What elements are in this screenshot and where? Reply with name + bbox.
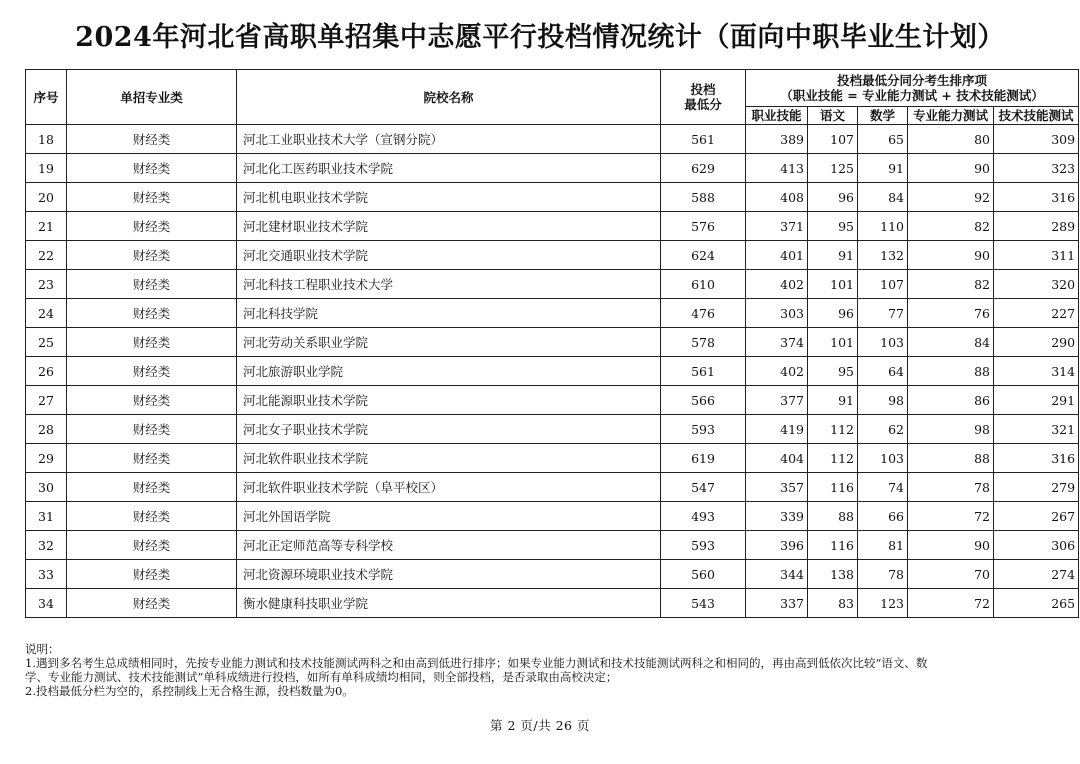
cell-min-score: 588 [661, 183, 746, 212]
cell-math: 78 [858, 560, 908, 589]
cell-chinese: 95 [808, 357, 858, 386]
cell-professional-test: 90 [908, 241, 994, 270]
cell-seq: 32 [26, 531, 67, 560]
cell-technical-test: 316 [994, 183, 1079, 212]
table-row [26, 270, 1079, 299]
cell-professional-test: 82 [908, 212, 994, 241]
admission-table [25, 69, 1079, 618]
cell-category: 财经类 [67, 589, 237, 618]
cell-technical-test: 267 [994, 502, 1079, 531]
cell-chinese: 101 [808, 328, 858, 357]
header-skill: 职业技能 [746, 107, 808, 125]
cell-category: 财经类 [67, 299, 237, 328]
table-row [26, 415, 1079, 444]
cell-chinese: 96 [808, 299, 858, 328]
cell-professional-test: 82 [908, 270, 994, 299]
cell-technical-test: 291 [994, 386, 1079, 415]
cell-skill: 413 [746, 154, 808, 183]
cell-min-score: 543 [661, 589, 746, 618]
cell-school: 河北能源职业技术学院 [237, 386, 661, 415]
header-math: 数学 [858, 107, 908, 125]
cell-chinese: 88 [808, 502, 858, 531]
cell-skill: 404 [746, 444, 808, 473]
cell-category: 财经类 [67, 415, 237, 444]
cell-professional-test: 76 [908, 299, 994, 328]
table-row [26, 560, 1079, 589]
cell-seq: 31 [26, 502, 67, 531]
cell-category: 财经类 [67, 125, 237, 154]
cell-math: 107 [858, 270, 908, 299]
cell-math: 77 [858, 299, 908, 328]
cell-math: 84 [858, 183, 908, 212]
cell-skill: 419 [746, 415, 808, 444]
cell-min-score: 593 [661, 415, 746, 444]
cell-chinese: 101 [808, 270, 858, 299]
cell-school: 河北化工医药职业技术学院 [237, 154, 661, 183]
cell-technical-test: 306 [994, 531, 1079, 560]
cell-category: 财经类 [67, 444, 237, 473]
cell-math: 65 [858, 125, 908, 154]
cell-category: 财经类 [67, 531, 237, 560]
cell-chinese: 112 [808, 444, 858, 473]
cell-chinese: 107 [808, 125, 858, 154]
header-category: 单招专业类 [67, 70, 237, 125]
table-row [26, 386, 1079, 415]
cell-min-score: 561 [661, 357, 746, 386]
cell-min-score: 547 [661, 473, 746, 502]
cell-math: 103 [858, 328, 908, 357]
cell-seq: 27 [26, 386, 67, 415]
cell-skill: 337 [746, 589, 808, 618]
table-row [26, 212, 1079, 241]
cell-school: 河北科技工程职业技术大学 [237, 270, 661, 299]
notes-heading: 说明： [25, 642, 60, 656]
cell-seq: 26 [26, 357, 67, 386]
cell-chinese: 91 [808, 386, 858, 415]
cell-seq: 22 [26, 241, 67, 270]
header-chinese: 语文 [808, 107, 858, 125]
cell-seq: 20 [26, 183, 67, 212]
cell-school: 河北外国语学院 [237, 502, 661, 531]
cell-category: 财经类 [67, 212, 237, 241]
cell-chinese: 125 [808, 154, 858, 183]
cell-min-score: 624 [661, 241, 746, 270]
cell-skill: 402 [746, 270, 808, 299]
cell-math: 81 [858, 531, 908, 560]
cell-seq: 24 [26, 299, 67, 328]
cell-min-score: 629 [661, 154, 746, 183]
cell-min-score: 578 [661, 328, 746, 357]
page-title: 2024年河北省高职单招集中志愿平行投档情况统计（面向中职毕业生计划） [75, 22, 1005, 53]
cell-seq: 19 [26, 154, 67, 183]
notes-line-2: 学、专业能力测试、技术技能测试”单科成绩进行投档，如所有单科成绩均相同，则全部投档，是否录取由高校决定； [25, 670, 618, 684]
cell-math: 103 [858, 444, 908, 473]
cell-math: 62 [858, 415, 908, 444]
notes-line-1: 1.遇到多名考生总成绩相同时，先按专业能力测试和技术技能测试两科之和由高到低进行排序；如果专业能力测试和技术技能测试两科之和相同的，再由高到低依次比较“语文、数 [25, 656, 928, 670]
cell-technical-test: 311 [994, 241, 1079, 270]
cell-school: 河北机电职业技术学院 [237, 183, 661, 212]
cell-professional-test: 84 [908, 328, 994, 357]
cell-skill: 371 [746, 212, 808, 241]
cell-category: 财经类 [67, 328, 237, 357]
cell-technical-test: 290 [994, 328, 1079, 357]
cell-technical-test: 314 [994, 357, 1079, 386]
cell-professional-test: 80 [908, 125, 994, 154]
header-min-score: 投档 最低分 [661, 70, 746, 125]
cell-school: 河北正定师范高等专科学校 [237, 531, 661, 560]
cell-skill: 357 [746, 473, 808, 502]
cell-school: 河北科技学院 [237, 299, 661, 328]
cell-category: 财经类 [67, 241, 237, 270]
cell-seq: 29 [26, 444, 67, 473]
cell-professional-test: 86 [908, 386, 994, 415]
cell-math: 66 [858, 502, 908, 531]
cell-category: 财经类 [67, 357, 237, 386]
cell-skill: 339 [746, 502, 808, 531]
cell-school: 河北劳动关系职业学院 [237, 328, 661, 357]
cell-min-score: 561 [661, 125, 746, 154]
cell-skill: 396 [746, 531, 808, 560]
cell-technical-test: 265 [994, 589, 1079, 618]
cell-technical-test: 227 [994, 299, 1079, 328]
table-row [26, 183, 1079, 212]
cell-technical-test: 279 [994, 473, 1079, 502]
cell-skill: 377 [746, 386, 808, 415]
cell-school: 河北资源环境职业技术学院 [237, 560, 661, 589]
cell-technical-test: 309 [994, 125, 1079, 154]
table-row [26, 241, 1079, 270]
cell-category: 财经类 [67, 560, 237, 589]
cell-min-score: 576 [661, 212, 746, 241]
cell-skill: 344 [746, 560, 808, 589]
cell-chinese: 95 [808, 212, 858, 241]
cell-school: 河北建材职业技术学院 [237, 212, 661, 241]
table-row [26, 444, 1079, 473]
cell-professional-test: 92 [908, 183, 994, 212]
header-seq: 序号 [26, 70, 67, 125]
cell-category: 财经类 [67, 473, 237, 502]
cell-technical-test: 274 [994, 560, 1079, 589]
cell-professional-test: 70 [908, 560, 994, 589]
cell-math: 132 [858, 241, 908, 270]
table-row [26, 473, 1079, 502]
table-row [26, 154, 1079, 183]
table-row [26, 589, 1079, 618]
cell-chinese: 116 [808, 473, 858, 502]
cell-category: 财经类 [67, 386, 237, 415]
cell-school: 河北交通职业技术学院 [237, 241, 661, 270]
cell-school: 河北软件职业技术学院 [237, 444, 661, 473]
cell-seq: 33 [26, 560, 67, 589]
cell-technical-test: 323 [994, 154, 1079, 183]
cell-professional-test: 88 [908, 444, 994, 473]
cell-skill: 374 [746, 328, 808, 357]
table-row [26, 125, 1079, 154]
cell-seq: 18 [26, 125, 67, 154]
cell-skill: 408 [746, 183, 808, 212]
cell-min-score: 476 [661, 299, 746, 328]
cell-chinese: 83 [808, 589, 858, 618]
cell-school: 河北工业职业技术大学（宣钢分院） [237, 125, 661, 154]
cell-professional-test: 90 [908, 531, 994, 560]
cell-technical-test: 316 [994, 444, 1079, 473]
header-professional-test: 专业能力测试 [908, 107, 994, 125]
table-row [26, 328, 1079, 357]
cell-school: 河北女子职业技术学院 [237, 415, 661, 444]
cell-seq: 23 [26, 270, 67, 299]
cell-category: 财经类 [67, 270, 237, 299]
header-ranking-title: 投档最低分同分考生排序项 [837, 73, 988, 88]
table-body [26, 125, 1079, 618]
cell-school: 河北软件职业技术学院（阜平校区） [237, 473, 661, 502]
cell-min-score: 493 [661, 502, 746, 531]
table-row [26, 299, 1079, 328]
table-row [26, 531, 1079, 560]
cell-professional-test: 98 [908, 415, 994, 444]
cell-min-score: 619 [661, 444, 746, 473]
cell-chinese: 91 [808, 241, 858, 270]
cell-skill: 389 [746, 125, 808, 154]
cell-math: 91 [858, 154, 908, 183]
cell-seq: 34 [26, 589, 67, 618]
cell-skill: 303 [746, 299, 808, 328]
cell-school: 衡水健康科技职业学院 [237, 589, 661, 618]
cell-school: 河北旅游职业学院 [237, 357, 661, 386]
cell-professional-test: 88 [908, 357, 994, 386]
cell-math: 74 [858, 473, 908, 502]
cell-min-score: 593 [661, 531, 746, 560]
cell-professional-test: 72 [908, 589, 994, 618]
cell-category: 财经类 [67, 502, 237, 531]
cell-chinese: 112 [808, 415, 858, 444]
cell-category: 财经类 [67, 154, 237, 183]
cell-seq: 30 [26, 473, 67, 502]
cell-min-score: 560 [661, 560, 746, 589]
cell-math: 110 [858, 212, 908, 241]
header-ranking-group [746, 70, 1079, 107]
cell-math: 98 [858, 386, 908, 415]
header-technical-test: 技术技能测试 [994, 107, 1079, 125]
cell-math: 64 [858, 357, 908, 386]
header-school: 院校名称 [237, 70, 661, 125]
cell-technical-test: 321 [994, 415, 1079, 444]
cell-professional-test: 72 [908, 502, 994, 531]
cell-category: 财经类 [67, 183, 237, 212]
cell-chinese: 96 [808, 183, 858, 212]
notes-line-3: 2.投档最低分栏为空的，系控制线上无合格生源，投档数量为0。 [25, 684, 354, 698]
table-row [26, 357, 1079, 386]
cell-seq: 25 [26, 328, 67, 357]
cell-skill: 401 [746, 241, 808, 270]
table-row [26, 502, 1079, 531]
cell-math: 123 [858, 589, 908, 618]
cell-technical-test: 320 [994, 270, 1079, 299]
header-ranking-subtitle: （职业技能 = 专业能力测试 + 技术技能测试） [780, 88, 1044, 103]
cell-min-score: 610 [661, 270, 746, 299]
cell-professional-test: 78 [908, 473, 994, 502]
cell-chinese: 116 [808, 531, 858, 560]
cell-min-score: 566 [661, 386, 746, 415]
cell-seq: 28 [26, 415, 67, 444]
notes [25, 642, 1065, 698]
page-number: 第 2 页/共 26 页 [490, 718, 590, 733]
cell-professional-test: 90 [908, 154, 994, 183]
cell-chinese: 138 [808, 560, 858, 589]
cell-seq: 21 [26, 212, 67, 241]
cell-technical-test: 289 [994, 212, 1079, 241]
cell-skill: 402 [746, 357, 808, 386]
